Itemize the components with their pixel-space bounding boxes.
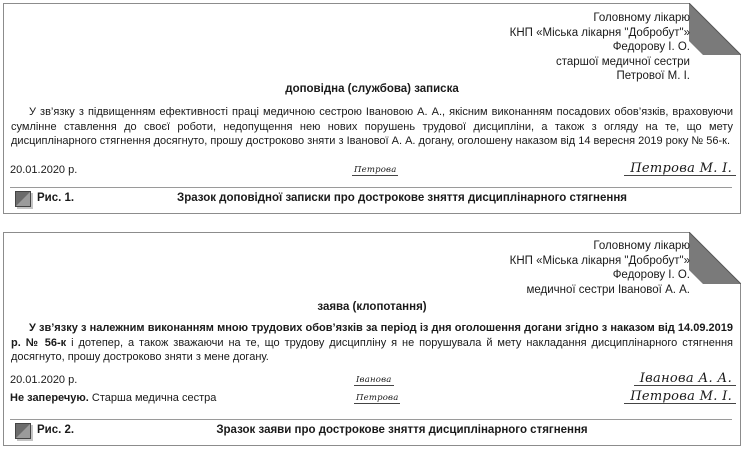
divider (10, 419, 732, 420)
application-body-lead: У зв’язку з належним виконанням мною трудових обов’язків за період із дня оголошення догани згідно з наказом від 14.09.2019 р. № 56-к (11, 322, 733, 349)
addressee-line: Головному лікарю (593, 12, 690, 24)
document-title: заява (клопотання) (317, 301, 427, 313)
page-corner-fold-icon (689, 3, 741, 55)
application-body (11, 321, 733, 365)
addressee-block (510, 11, 690, 84)
document-date: 20.01.2020 р. (10, 374, 78, 386)
figure-label: Рис. 1. (37, 192, 75, 204)
addressee-block (510, 239, 690, 297)
handwritten-signature: Петрова (354, 165, 397, 175)
document-title: доповідна (службова) записка (285, 83, 459, 95)
addressee-line: КНП «Міська лікарня "Добробут"» (509, 254, 690, 267)
figure-caption: Зразок доповідної записки про дострокове зняття дисциплінарного стягнення (177, 192, 627, 204)
handwritten-signature: Іванова (356, 375, 392, 385)
application-sample-card (3, 232, 741, 446)
signature-name: Петрова М. І. (630, 161, 732, 176)
addressee-line: старшої медичної сестри (556, 55, 690, 68)
addressee-line: Петрової М. І. (616, 70, 690, 82)
signature-name: Іванова А. А. (639, 371, 732, 386)
addressee-line: Головному лікарю (593, 240, 690, 252)
document-date: 20.01.2020 р. (10, 164, 78, 176)
memo-body: У зв’язку з підвищенням ефективності праці медичною сестрою Івановою А. А., якісним виконанням посадових обов’язків, враховуючи сумлінне ставлення до своєї роботи, недопущення нею нових порушень трудової дисципліни, а також з огляду на те, що мету дисциплінарного стягнення досягнуто, прошу достроково зняти з Іванової А. А. догану, оголошену наказом від 14 вересня 2019 року № 56-к. (11, 106, 733, 147)
memo-sample-card (3, 3, 741, 214)
handwritten-signature: Петрова (356, 393, 399, 403)
no-objection-label: Не заперечую. (10, 392, 89, 404)
addressee-line: Федорову І. О. (612, 269, 690, 281)
divider (10, 187, 732, 188)
figure-caption: Зразок заяви про дострокове зняття дисциплінарного стягнення (216, 424, 588, 436)
no-objection-position: Старша медична сестра (88, 392, 217, 404)
addressee-line: КНП «Міська лікарня "Добробут"» (509, 26, 690, 39)
no-objection-line (10, 392, 216, 404)
addressee-line: Федорову І. О. (612, 41, 690, 53)
figure-label: Рис. 2. (37, 424, 75, 436)
signature-name: Петрова М. І. (630, 389, 732, 404)
page-corner-fold-icon (689, 232, 741, 284)
addressee-line: медичної сестри Іванової А. А. (526, 283, 690, 296)
application-body-rest: і дотепер, а також зважаючи на те, що трудову дисципліну я не порушувала й мету накладання дисциплінарного стягнення досягнуто, прошу достроково зняти з мене догану. (11, 336, 734, 363)
